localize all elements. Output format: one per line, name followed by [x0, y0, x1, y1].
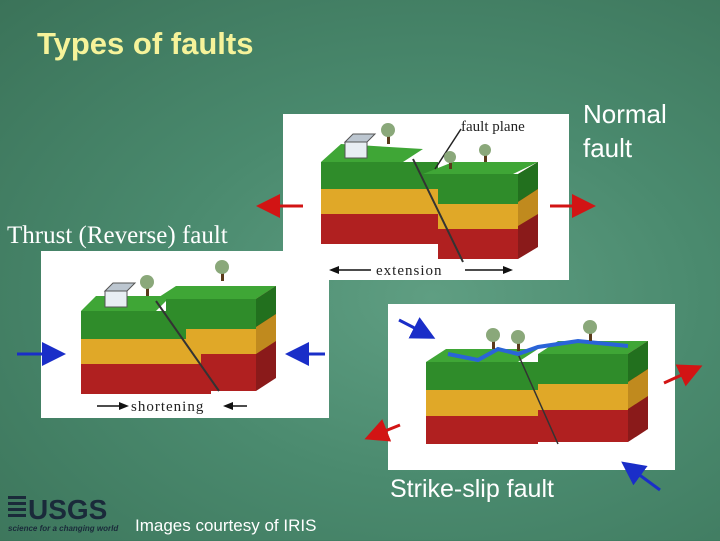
usgs-logo-text: USGS — [28, 494, 108, 525]
thrust-fault-label: Thrust (Reverse) fault — [7, 222, 228, 249]
normal-fault-label-line2: fault — [583, 133, 633, 163]
strike-slip-right-arrow — [664, 368, 697, 383]
strike-slip-fault-label: Strike-slip fault — [390, 475, 554, 503]
fault-plane-label: fault plane — [461, 119, 525, 135]
extension-label: extension — [376, 263, 443, 279]
image-credit: Images courtesy of IRIS — [135, 516, 317, 535]
strike-slip-bottom-arrow — [626, 465, 660, 490]
shortening-label: shortening — [131, 399, 205, 415]
usgs-tagline: science for a changing world — [8, 524, 119, 533]
strike-slip-top-arrow — [399, 320, 430, 336]
usgs-logo-mark — [8, 492, 128, 536]
usgs-logo — [8, 492, 128, 536]
slide-title: Types of faults — [37, 26, 254, 61]
normal-fault-label-line1: Normal — [583, 99, 667, 129]
strike-slip-left-arrow — [370, 425, 400, 437]
